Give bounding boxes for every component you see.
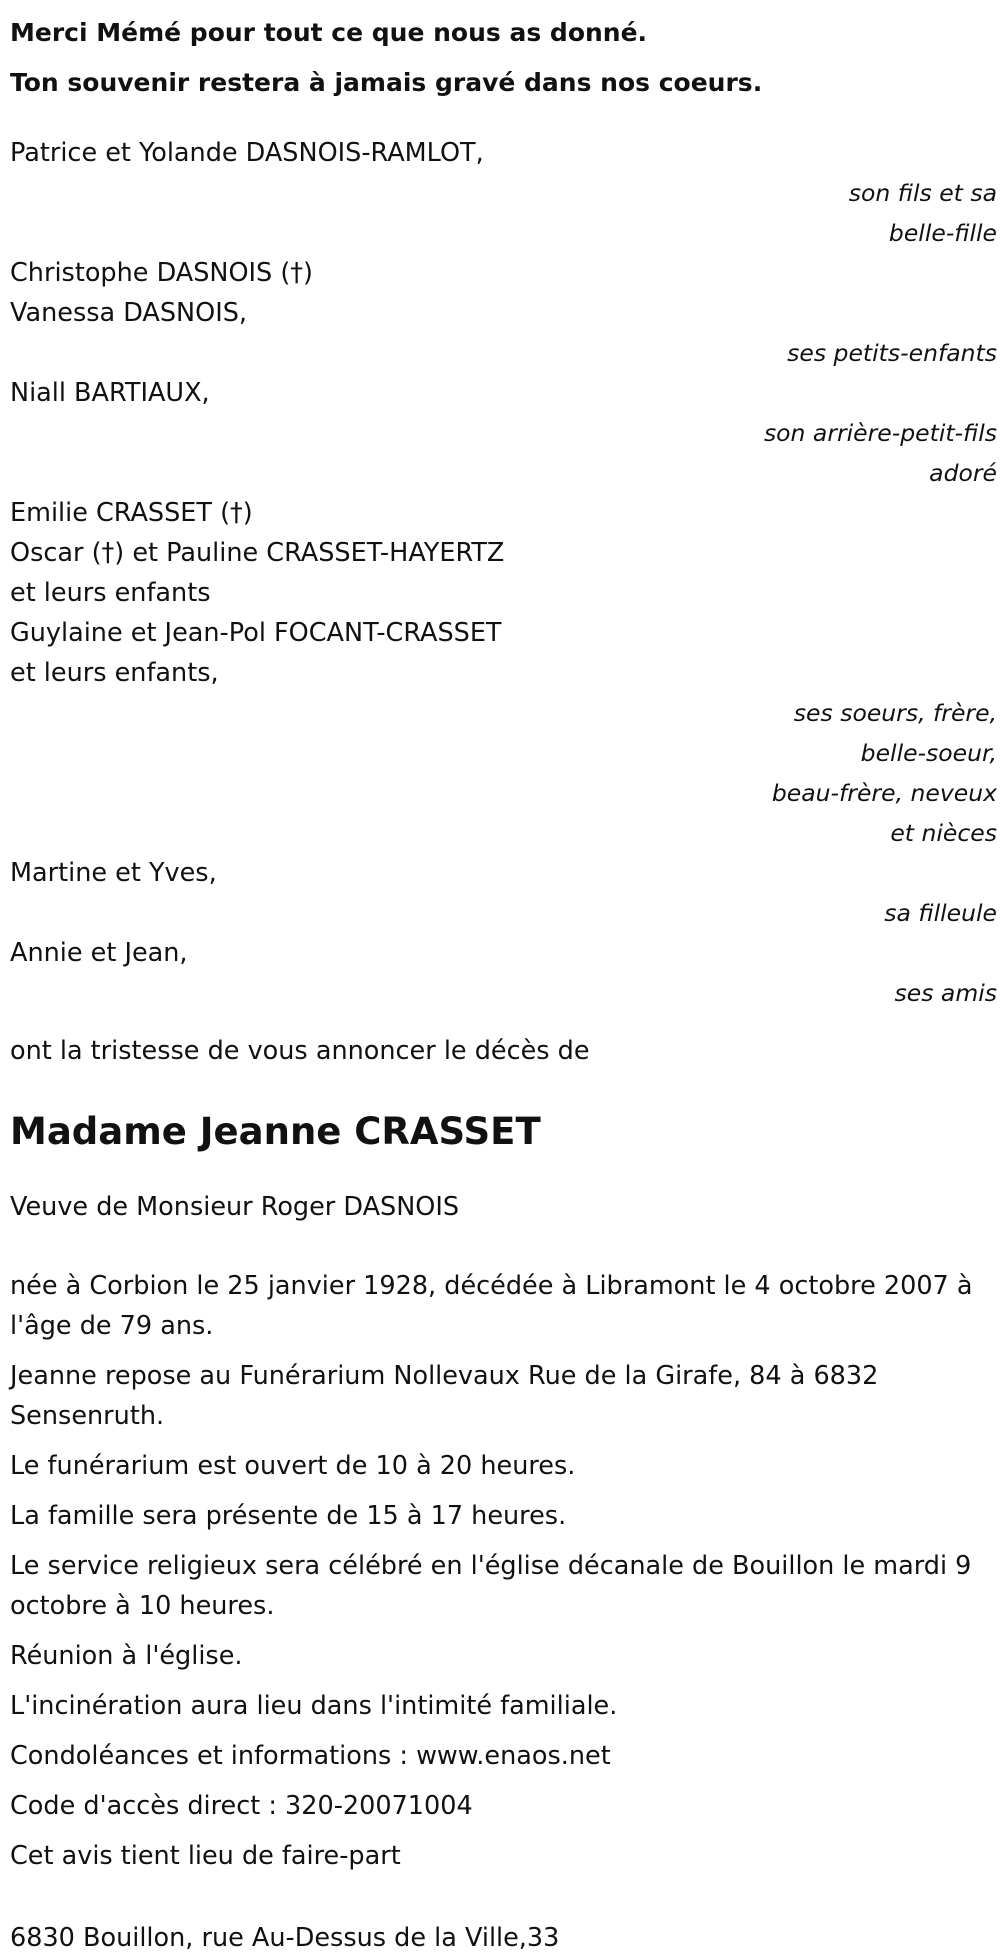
widow-of-text: Veuve de Monsieur Roger DASNOIS (10, 1192, 460, 1222)
meeting-place-info: Réunion à l'église. (10, 1641, 243, 1671)
funerarium-hours: Le funérarium est ouvert de 10 à 20 heures. (10, 1451, 576, 1481)
access-code-info: Code d'accès direct : 320-20071004 (10, 1791, 473, 1821)
family-relation: sa filleule (884, 899, 997, 927)
family-member-name: et leurs enfants, (10, 658, 219, 688)
family-group-names (10, 253, 997, 333)
family-address: 6830 Bouillon, rue Au-Dessus de la Ville,33 (10, 1923, 560, 1953)
family-relation: son arrière-petit-fils adoré (763, 419, 997, 487)
family-group-great-grandson (10, 373, 997, 493)
family-member-name: Niall BARTIAUX, (10, 378, 210, 408)
birth-death-info: née à Corbion le 25 janvier 1928, décédée à Libramont le 4 octobre 2007 à l'âge de 79 ans. (10, 1271, 973, 1341)
family-group-names (10, 133, 997, 173)
notice-info: Cet avis tient lieu de faire-part (10, 1841, 401, 1871)
family-member-name: et leurs enfants (10, 578, 211, 608)
family-member-name: Patrice et Yolande DASNOIS-RAMLOT, (10, 138, 484, 168)
family-group-friends (10, 933, 997, 1013)
family-relation: ses petits-enfants (787, 339, 997, 367)
condolences-info: Condoléances et informations : www.enaos.net (10, 1741, 611, 1771)
family-group-names (10, 933, 997, 973)
rest-location-info: Jeanne repose au Funérarium Nollevaux Rue de la Girafe, 84 à 6832 Sensenruth. (10, 1361, 879, 1431)
family-member-name: Christophe DASNOIS (†) (10, 258, 313, 288)
family-list (10, 133, 997, 1013)
family-relation: son fils et sa belle-fille (848, 179, 997, 247)
family-group-names (10, 853, 997, 893)
intro-line-2: Ton souvenir restera à jamais gravé dans nos coeurs. (10, 68, 763, 97)
family-member-name: Guylaine et Jean-Pol FOCANT-CRASSET (10, 618, 502, 648)
family-group-son (10, 133, 997, 253)
announcement-text: ont la tristesse de vous annoncer le décès de (10, 1036, 590, 1066)
family-member-name: Annie et Jean, (10, 938, 188, 968)
family-relation: ses amis (894, 979, 997, 1007)
intro-line-1: Merci Mémé pour tout ce que nous as donné. (10, 18, 648, 47)
family-group-goddaughter (10, 853, 997, 933)
family-member-name: Oscar (†) et Pauline CRASSET-HAYERTZ (10, 538, 505, 568)
family-presence-hours: La famille sera présente de 15 à 17 heures. (10, 1501, 567, 1531)
family-relation: ses soeurs, frère, belle-soeur, beau-frère, neveux et nièces (771, 699, 997, 847)
family-member-name: Emilie CRASSET (†) (10, 498, 253, 528)
family-group-grandchildren (10, 253, 997, 373)
family-group-names (10, 373, 997, 413)
funeral-details (10, 1266, 995, 1876)
intro-message (10, 0, 1000, 108)
family-group-siblings (10, 493, 997, 853)
religious-service-info: Le service religieux sera célébré en l'église décanale de Bouillon le mardi 9 octobre à 10 heures. (10, 1551, 972, 1621)
family-group-names (10, 493, 997, 693)
family-member-name: Martine et Yves, (10, 858, 217, 888)
cremation-info: L'incinération aura lieu dans l'intimité familiale. (10, 1691, 618, 1721)
family-member-name: Vanessa DASNOIS, (10, 298, 248, 328)
deceased-name: Madame Jeanne CRASSET (10, 1110, 541, 1153)
